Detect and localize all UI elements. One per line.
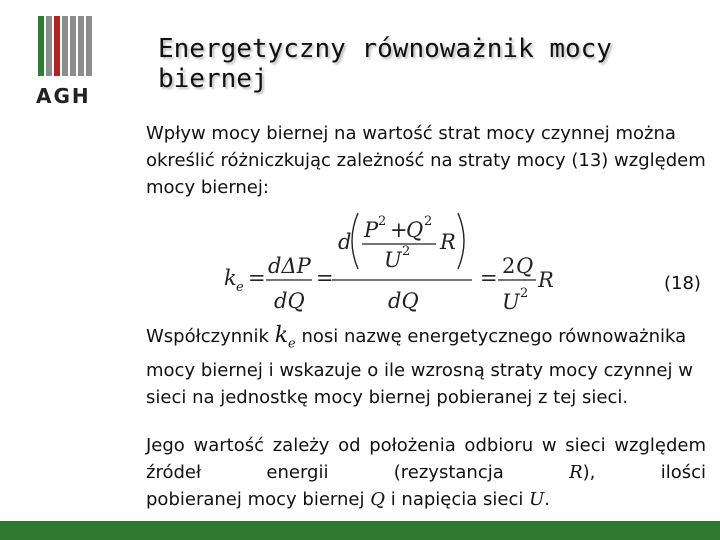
formula-r1: R <box>440 230 456 254</box>
paragraph-dependence-last-line: pobieranej mocy biernej Q i napięcia sieci U. <box>146 489 551 510</box>
q-symbol: Q <box>370 489 385 510</box>
slide-title: Energetyczny równoważnik mocy biernej <box>158 34 612 94</box>
formula-p: P <box>364 218 379 242</box>
paragraph-intro: Wpływ mocy biernej na wartość strat mocy czynnej można określić różniczkując zależność na straty mocy (13) względem mocy biernej: <box>146 123 706 198</box>
logo-text: AGH <box>36 84 91 108</box>
svg-text:2: 2 <box>402 244 411 259</box>
agh-logo <box>28 12 98 112</box>
logo-bars-icon <box>38 16 92 76</box>
svg-text:2: 2 <box>424 214 433 229</box>
svg-text:2: 2 <box>378 214 387 229</box>
formula-ke: k <box>224 266 237 290</box>
formula-q: Q <box>406 218 424 242</box>
formula-ke-sub: e <box>236 280 244 295</box>
formula-eq2: = <box>316 266 334 290</box>
formula-eq3: = <box>480 266 498 290</box>
formula-eq1: = <box>248 266 266 290</box>
formula-u: U <box>384 248 402 272</box>
svg-text:2: 2 <box>502 254 516 278</box>
formula-d: d <box>338 230 352 254</box>
u-symbol: U <box>529 489 545 510</box>
formula-dq1: dQ <box>274 289 305 313</box>
formula-18 <box>220 205 570 320</box>
formula-q2: Q <box>516 254 534 278</box>
paragraph-definition: Współczynnik $k_e$ nosi nazwę energetycznego równoważnika mocy biernej i wskazuje o ile wzrosną straty mocy czynnej w sieci na jednostkę mocy biernej pobieranej z tej sieci. <box>146 323 693 409</box>
svg-text:+: + <box>390 218 408 242</box>
svg-text:2: 2 <box>520 286 529 301</box>
footer-bar <box>0 521 720 540</box>
ke-symbol: $k_e$ <box>274 323 296 352</box>
r-symbol: R <box>569 462 583 483</box>
formula-r2: R <box>538 268 554 292</box>
paragraph-dependence: Jego wartość zależy od położenia odbioru w sieci względem źródeł energii (rezystancja R), ilości pobieranej mocy biernej Q i napięcia sieci U. <box>146 432 706 513</box>
formula-u2: U <box>502 290 520 314</box>
equation-number: (18) <box>664 273 701 294</box>
formula-dq2: dQ <box>388 289 419 313</box>
formula-ddp: dΔP <box>268 254 311 278</box>
